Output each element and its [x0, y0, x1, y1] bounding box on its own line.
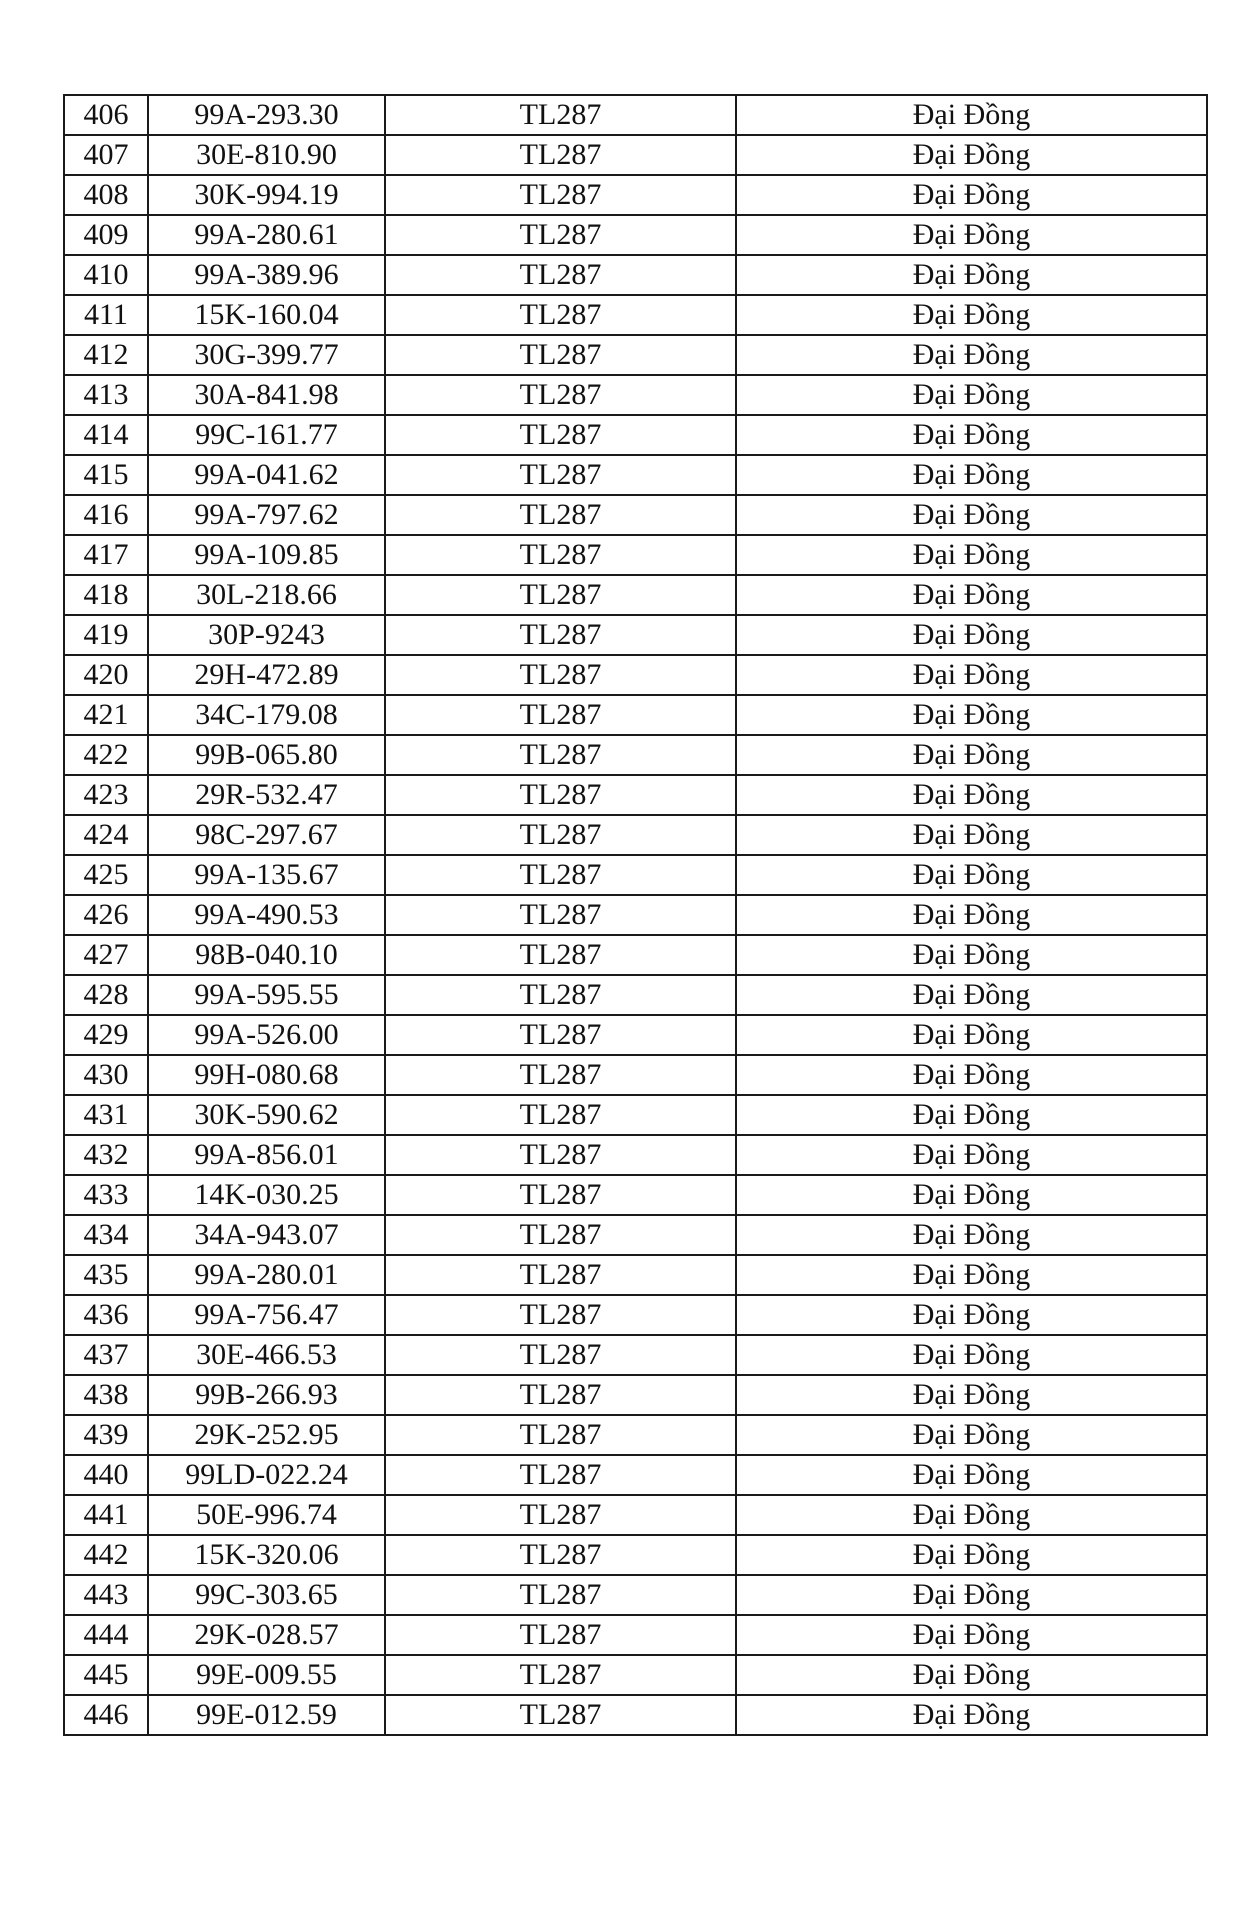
license-plate-cell: 29K-028.57 — [148, 1615, 385, 1655]
table-row — [64, 1535, 1207, 1575]
road-cell: TL287 — [385, 1495, 736, 1535]
location-cell: Đại Đồng — [736, 695, 1207, 735]
location-cell: Đại Đồng — [736, 375, 1207, 415]
location-cell: Đại Đồng — [736, 1015, 1207, 1055]
license-plate-cell: 15K-320.06 — [148, 1535, 385, 1575]
row-number-cell: 411 — [64, 295, 148, 335]
road-cell: TL287 — [385, 1015, 736, 1055]
row-number-cell: 418 — [64, 575, 148, 615]
table-row — [64, 295, 1207, 335]
table-row — [64, 535, 1207, 575]
location-cell: Đại Đồng — [736, 335, 1207, 375]
table-body — [64, 95, 1207, 1735]
table-row — [64, 375, 1207, 415]
row-number-cell: 436 — [64, 1295, 148, 1335]
road-cell: TL287 — [385, 1215, 736, 1255]
road-cell: TL287 — [385, 95, 736, 135]
row-number-cell: 427 — [64, 935, 148, 975]
row-number-cell: 412 — [64, 335, 148, 375]
license-plate-cell: 99A-756.47 — [148, 1295, 385, 1335]
row-number-cell: 414 — [64, 415, 148, 455]
road-cell: TL287 — [385, 775, 736, 815]
road-cell: TL287 — [385, 375, 736, 415]
road-cell: TL287 — [385, 1655, 736, 1695]
row-number-cell: 446 — [64, 1695, 148, 1735]
road-cell: TL287 — [385, 1455, 736, 1495]
row-number-cell: 426 — [64, 895, 148, 935]
table-row — [64, 1575, 1207, 1615]
location-cell: Đại Đồng — [736, 95, 1207, 135]
location-cell: Đại Đồng — [736, 1455, 1207, 1495]
table-row — [64, 1095, 1207, 1135]
row-number-cell: 422 — [64, 735, 148, 775]
table-row — [64, 335, 1207, 375]
license-plate-cell: 99LD-022.24 — [148, 1455, 385, 1495]
table-row — [64, 1655, 1207, 1695]
license-plate-cell: 30E-466.53 — [148, 1335, 385, 1375]
road-cell: TL287 — [385, 975, 736, 1015]
row-number-cell: 441 — [64, 1495, 148, 1535]
license-plate-cell: 14K-030.25 — [148, 1175, 385, 1215]
table-row — [64, 495, 1207, 535]
road-cell: TL287 — [385, 695, 736, 735]
location-cell: Đại Đồng — [736, 255, 1207, 295]
road-cell: TL287 — [385, 895, 736, 935]
location-cell: Đại Đồng — [736, 1175, 1207, 1215]
location-cell: Đại Đồng — [736, 1255, 1207, 1295]
road-cell: TL287 — [385, 455, 736, 495]
license-plate-cell: 99A-490.53 — [148, 895, 385, 935]
row-number-cell: 423 — [64, 775, 148, 815]
table-row — [64, 775, 1207, 815]
license-plate-cell: 99A-526.00 — [148, 1015, 385, 1055]
road-cell: TL287 — [385, 655, 736, 695]
location-cell: Đại Đồng — [736, 615, 1207, 655]
location-cell: Đại Đồng — [736, 1535, 1207, 1575]
location-cell: Đại Đồng — [736, 455, 1207, 495]
row-number-cell: 440 — [64, 1455, 148, 1495]
table-row — [64, 735, 1207, 775]
road-cell: TL287 — [385, 535, 736, 575]
location-cell: Đại Đồng — [736, 1135, 1207, 1175]
row-number-cell: 433 — [64, 1175, 148, 1215]
license-plate-cell: 99A-109.85 — [148, 535, 385, 575]
table-row — [64, 655, 1207, 695]
road-cell: TL287 — [385, 1575, 736, 1615]
license-plate-cell: 99A-280.01 — [148, 1255, 385, 1295]
row-number-cell: 432 — [64, 1135, 148, 1175]
location-cell: Đại Đồng — [736, 135, 1207, 175]
road-cell: TL287 — [385, 255, 736, 295]
license-plate-cell: 29H-472.89 — [148, 655, 385, 695]
row-number-cell: 435 — [64, 1255, 148, 1295]
location-cell: Đại Đồng — [736, 415, 1207, 455]
row-number-cell: 416 — [64, 495, 148, 535]
row-number-cell: 425 — [64, 855, 148, 895]
table-row — [64, 135, 1207, 175]
table-row — [64, 1015, 1207, 1055]
table-row — [64, 1135, 1207, 1175]
location-cell: Đại Đồng — [736, 735, 1207, 775]
location-cell: Đại Đồng — [736, 575, 1207, 615]
row-number-cell: 409 — [64, 215, 148, 255]
road-cell: TL287 — [385, 295, 736, 335]
license-plate-cell: 99A-041.62 — [148, 455, 385, 495]
location-cell: Đại Đồng — [736, 1695, 1207, 1735]
row-number-cell: 430 — [64, 1055, 148, 1095]
license-plate-cell: 30E-810.90 — [148, 135, 385, 175]
road-cell: TL287 — [385, 1175, 736, 1215]
table-row — [64, 1295, 1207, 1335]
license-plate-cell: 30L-218.66 — [148, 575, 385, 615]
table-row — [64, 215, 1207, 255]
row-number-cell: 408 — [64, 175, 148, 215]
location-cell: Đại Đồng — [736, 1655, 1207, 1695]
table-row — [64, 695, 1207, 735]
location-cell: Đại Đồng — [736, 295, 1207, 335]
location-cell: Đại Đồng — [736, 495, 1207, 535]
location-cell: Đại Đồng — [736, 1335, 1207, 1375]
location-cell: Đại Đồng — [736, 855, 1207, 895]
license-plate-cell: 30A-841.98 — [148, 375, 385, 415]
table-row — [64, 175, 1207, 215]
row-number-cell: 434 — [64, 1215, 148, 1255]
row-number-cell: 413 — [64, 375, 148, 415]
table-row — [64, 455, 1207, 495]
row-number-cell: 438 — [64, 1375, 148, 1415]
row-number-cell: 406 — [64, 95, 148, 135]
table-row — [64, 1335, 1207, 1375]
table-row — [64, 815, 1207, 855]
location-cell: Đại Đồng — [736, 895, 1207, 935]
location-cell: Đại Đồng — [736, 655, 1207, 695]
table-row — [64, 415, 1207, 455]
location-cell: Đại Đồng — [736, 775, 1207, 815]
license-plate-cell: 99A-135.67 — [148, 855, 385, 895]
location-cell: Đại Đồng — [736, 175, 1207, 215]
location-cell: Đại Đồng — [736, 1055, 1207, 1095]
location-cell: Đại Đồng — [736, 215, 1207, 255]
license-plate-cell: 29K-252.95 — [148, 1415, 385, 1455]
license-plate-cell: 99H-080.68 — [148, 1055, 385, 1095]
row-number-cell: 442 — [64, 1535, 148, 1575]
location-cell: Đại Đồng — [736, 815, 1207, 855]
license-plate-cell: 34C-179.08 — [148, 695, 385, 735]
license-plate-cell: 99C-161.77 — [148, 415, 385, 455]
license-plate-cell: 30K-994.19 — [148, 175, 385, 215]
road-cell: TL287 — [385, 815, 736, 855]
road-cell: TL287 — [385, 215, 736, 255]
license-plate-cell: 99A-389.96 — [148, 255, 385, 295]
table-row — [64, 95, 1207, 135]
location-cell: Đại Đồng — [736, 935, 1207, 975]
table-row — [64, 935, 1207, 975]
row-number-cell: 407 — [64, 135, 148, 175]
road-cell: TL287 — [385, 1095, 736, 1135]
location-cell: Đại Đồng — [736, 535, 1207, 575]
table-row — [64, 1055, 1207, 1095]
license-plate-cell: 98B-040.10 — [148, 935, 385, 975]
road-cell: TL287 — [385, 335, 736, 375]
row-number-cell: 420 — [64, 655, 148, 695]
road-cell: TL287 — [385, 1375, 736, 1415]
location-cell: Đại Đồng — [736, 1095, 1207, 1135]
road-cell: TL287 — [385, 1055, 736, 1095]
row-number-cell: 410 — [64, 255, 148, 295]
table-row — [64, 1695, 1207, 1735]
road-cell: TL287 — [385, 175, 736, 215]
table-row — [64, 1375, 1207, 1415]
road-cell: TL287 — [385, 415, 736, 455]
license-plate-cell: 99B-065.80 — [148, 735, 385, 775]
vehicle-list-table — [63, 94, 1208, 1736]
road-cell: TL287 — [385, 135, 736, 175]
road-cell: TL287 — [385, 1255, 736, 1295]
table-row — [64, 895, 1207, 935]
road-cell: TL287 — [385, 1295, 736, 1335]
table-row — [64, 575, 1207, 615]
license-plate-cell: 30P-9243 — [148, 615, 385, 655]
row-number-cell: 443 — [64, 1575, 148, 1615]
license-plate-cell: 99A-293.30 — [148, 95, 385, 135]
location-cell: Đại Đồng — [736, 1575, 1207, 1615]
road-cell: TL287 — [385, 1615, 736, 1655]
table-row — [64, 1415, 1207, 1455]
license-plate-cell: 99E-009.55 — [148, 1655, 385, 1695]
location-cell: Đại Đồng — [736, 1295, 1207, 1335]
road-cell: TL287 — [385, 855, 736, 895]
row-number-cell: 424 — [64, 815, 148, 855]
road-cell: TL287 — [385, 735, 736, 775]
license-plate-cell: 99A-280.61 — [148, 215, 385, 255]
row-number-cell: 437 — [64, 1335, 148, 1375]
license-plate-cell: 99A-856.01 — [148, 1135, 385, 1175]
license-plate-cell: 98C-297.67 — [148, 815, 385, 855]
license-plate-cell: 30G-399.77 — [148, 335, 385, 375]
table-row — [64, 855, 1207, 895]
license-plate-cell: 50E-996.74 — [148, 1495, 385, 1535]
license-plate-cell: 99C-303.65 — [148, 1575, 385, 1615]
road-cell: TL287 — [385, 1415, 736, 1455]
row-number-cell: 415 — [64, 455, 148, 495]
location-cell: Đại Đồng — [736, 1415, 1207, 1455]
row-number-cell: 444 — [64, 1615, 148, 1655]
row-number-cell: 439 — [64, 1415, 148, 1455]
table-row — [64, 975, 1207, 1015]
location-cell: Đại Đồng — [736, 1495, 1207, 1535]
road-cell: TL287 — [385, 1135, 736, 1175]
table-row — [64, 255, 1207, 295]
license-plate-cell: 99A-797.62 — [148, 495, 385, 535]
table-row — [64, 1615, 1207, 1655]
table-row — [64, 1455, 1207, 1495]
road-cell: TL287 — [385, 575, 736, 615]
row-number-cell: 429 — [64, 1015, 148, 1055]
road-cell: TL287 — [385, 1695, 736, 1735]
location-cell: Đại Đồng — [736, 975, 1207, 1015]
row-number-cell: 428 — [64, 975, 148, 1015]
license-plate-cell: 34A-943.07 — [148, 1215, 385, 1255]
table-row — [64, 1215, 1207, 1255]
road-cell: TL287 — [385, 495, 736, 535]
road-cell: TL287 — [385, 1535, 736, 1575]
license-plate-cell: 99E-012.59 — [148, 1695, 385, 1735]
table-row — [64, 1175, 1207, 1215]
row-number-cell: 417 — [64, 535, 148, 575]
row-number-cell: 431 — [64, 1095, 148, 1135]
row-number-cell: 421 — [64, 695, 148, 735]
table-row — [64, 1255, 1207, 1295]
location-cell: Đại Đồng — [736, 1375, 1207, 1415]
license-plate-cell: 99A-595.55 — [148, 975, 385, 1015]
row-number-cell: 445 — [64, 1655, 148, 1695]
location-cell: Đại Đồng — [736, 1615, 1207, 1655]
license-plate-cell: 99B-266.93 — [148, 1375, 385, 1415]
license-plate-cell: 15K-160.04 — [148, 295, 385, 335]
location-cell: Đại Đồng — [736, 1215, 1207, 1255]
row-number-cell: 419 — [64, 615, 148, 655]
license-plate-cell: 30K-590.62 — [148, 1095, 385, 1135]
road-cell: TL287 — [385, 615, 736, 655]
table-row — [64, 615, 1207, 655]
table-row — [64, 1495, 1207, 1535]
road-cell: TL287 — [385, 1335, 736, 1375]
license-plate-cell: 29R-532.47 — [148, 775, 385, 815]
road-cell: TL287 — [385, 935, 736, 975]
